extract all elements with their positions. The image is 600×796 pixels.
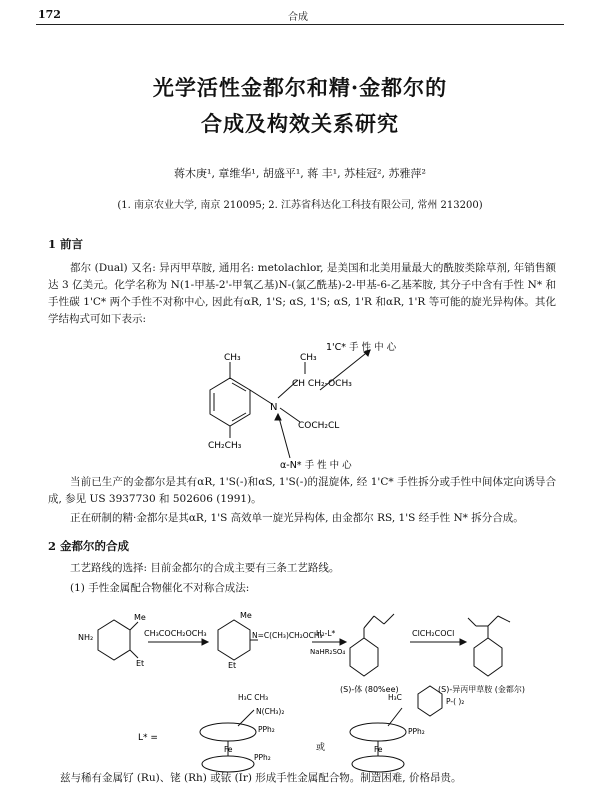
reagent1-label: CH₃COCH₂OCH₃: [144, 629, 207, 638]
paper-title-line1: 光学活性金都尔和精·金都尔的: [152, 75, 448, 100]
ligand-label: L* =: [138, 733, 158, 743]
coch2cl-label: COCH₂CL: [298, 421, 340, 431]
pr2-label: P-( )₂: [446, 697, 465, 706]
nh2-label: NH₂: [78, 633, 94, 642]
et-mid-label: Et: [228, 661, 237, 670]
chiral-carbon-label: 1'C* 手 性 中 心: [326, 342, 397, 353]
section1-paragraph1: 都尔 (Dual) 又名: 异丙甲草胺, 通用名: metolachlor, 是美国和北美用量最大的酰胺类除草剂, 年销售额达 3 亿美元。化学名称为 N(1-甲基-2'-甲氧乙基)N-(氯乙酰基)-2-甲基-6-乙基苯胺, 其分子中含有手性 N* 和手性碳 1'C* 两个手性不对称中心, 因此有αR, 1'S; αS, 1'S; αS, 1'R 和αR, 1'R 等可能的旋光异构体。其化学结构式可如下表示:: [48, 262, 556, 325]
imine-label: N=C(CH₃)CH₂OCH₃: [252, 631, 323, 640]
ligand1-methyls: H₃C CH₃: [238, 693, 269, 702]
section1-paragraph2: 当前已生产的金都尔是其有αR, 1'S(-)和αS, 1'S(-)的混旋体, 经 1'C* 手性拆分或手性中间体定向诱导合成, 参见 US 3937730 和 502606 (1991)。: [48, 476, 556, 505]
ligand2-methyl: H₃C: [388, 693, 402, 702]
pph2-label-a: PPh₂: [258, 725, 275, 734]
running-header: 合成: [288, 12, 308, 23]
reagent2-label: ClCH₂COCl: [412, 629, 455, 638]
ligand1-nme2: N(CH₃)₂: [256, 707, 285, 716]
product1-caption: (S)-体 (80%ee): [340, 685, 399, 694]
fe-label-2: Fe: [374, 745, 383, 754]
cp-ring-upper: [200, 723, 256, 741]
condition-bottom-label: NaHR₂SO₄: [310, 648, 346, 656]
pph2-label-c: PPh₂: [408, 727, 425, 736]
cp-ring-upper-2: [350, 723, 406, 741]
aniline-ring: [98, 620, 130, 660]
header-rule: [36, 24, 564, 25]
section1-heading: 1 前言: [48, 237, 84, 251]
pph2-label-b: PPh₂: [254, 753, 271, 762]
chiral-nitrogen-label: α-N* 手 性 中 心: [280, 460, 352, 470]
nitrogen-label: N: [270, 402, 278, 413]
metolachlor-structure: [180, 340, 480, 470]
ring-ch3-label: CH₃: [224, 353, 241, 363]
fe-label-1: Fe: [224, 745, 233, 754]
product2-ring: [474, 638, 502, 676]
ethyl-label: CH₂CH₃: [208, 441, 242, 451]
section1-paragraph3: 正在研制的精·金都尔是其αR, 1'S 高效单一旋光异构体, 由金都尔 RS, 1'S 经手性 N* 拆分合成。: [70, 512, 524, 524]
me-top-label: Me: [134, 613, 146, 622]
reaction-scheme: [78, 600, 548, 780]
author-list: 蒋木庚¹, 章维华¹, 胡盛平¹, 蒋 丰¹, 苏桂冠², 苏雅萍²: [174, 167, 426, 180]
benzene-ring: [210, 378, 250, 426]
product2-caption: (S)-异丙甲草胺 (金都尔): [438, 685, 525, 694]
paper-title-line2: 合成及构效关系研究: [201, 111, 399, 136]
method1-text: (1) 手性金属配合物催化不对称合成法:: [70, 582, 250, 594]
section2-heading: 2 金都尔的合成: [48, 539, 130, 553]
ch-ch2och3-label: CH CH₂-OCH₃: [292, 379, 352, 389]
route-selection-text: 工艺路线的选择: 目前金都尔的合成主要有三条工艺路线。: [70, 562, 340, 574]
imine-ring: [218, 620, 250, 660]
method1-note: 兹与稀有金属钌 (Ru)、铑 (Rh) 或铱 (Ir) 形成手性金属配合物。制造困难, 价格昂贵。: [60, 772, 462, 784]
me-mid-label: Me: [240, 611, 252, 620]
affiliation: (1. 南京农业大学, 南京 210095; 2. 江苏省科达化工科技有限公司, 常州 213200): [117, 200, 483, 211]
et-bottom-label: Et: [136, 659, 145, 668]
condition-top-label: H₂-L*: [316, 629, 336, 638]
or-label: 或: [316, 743, 326, 753]
page-number: 172: [38, 8, 61, 21]
product1-ring: [350, 638, 378, 676]
side-ch3-label: CH₃: [300, 353, 317, 363]
